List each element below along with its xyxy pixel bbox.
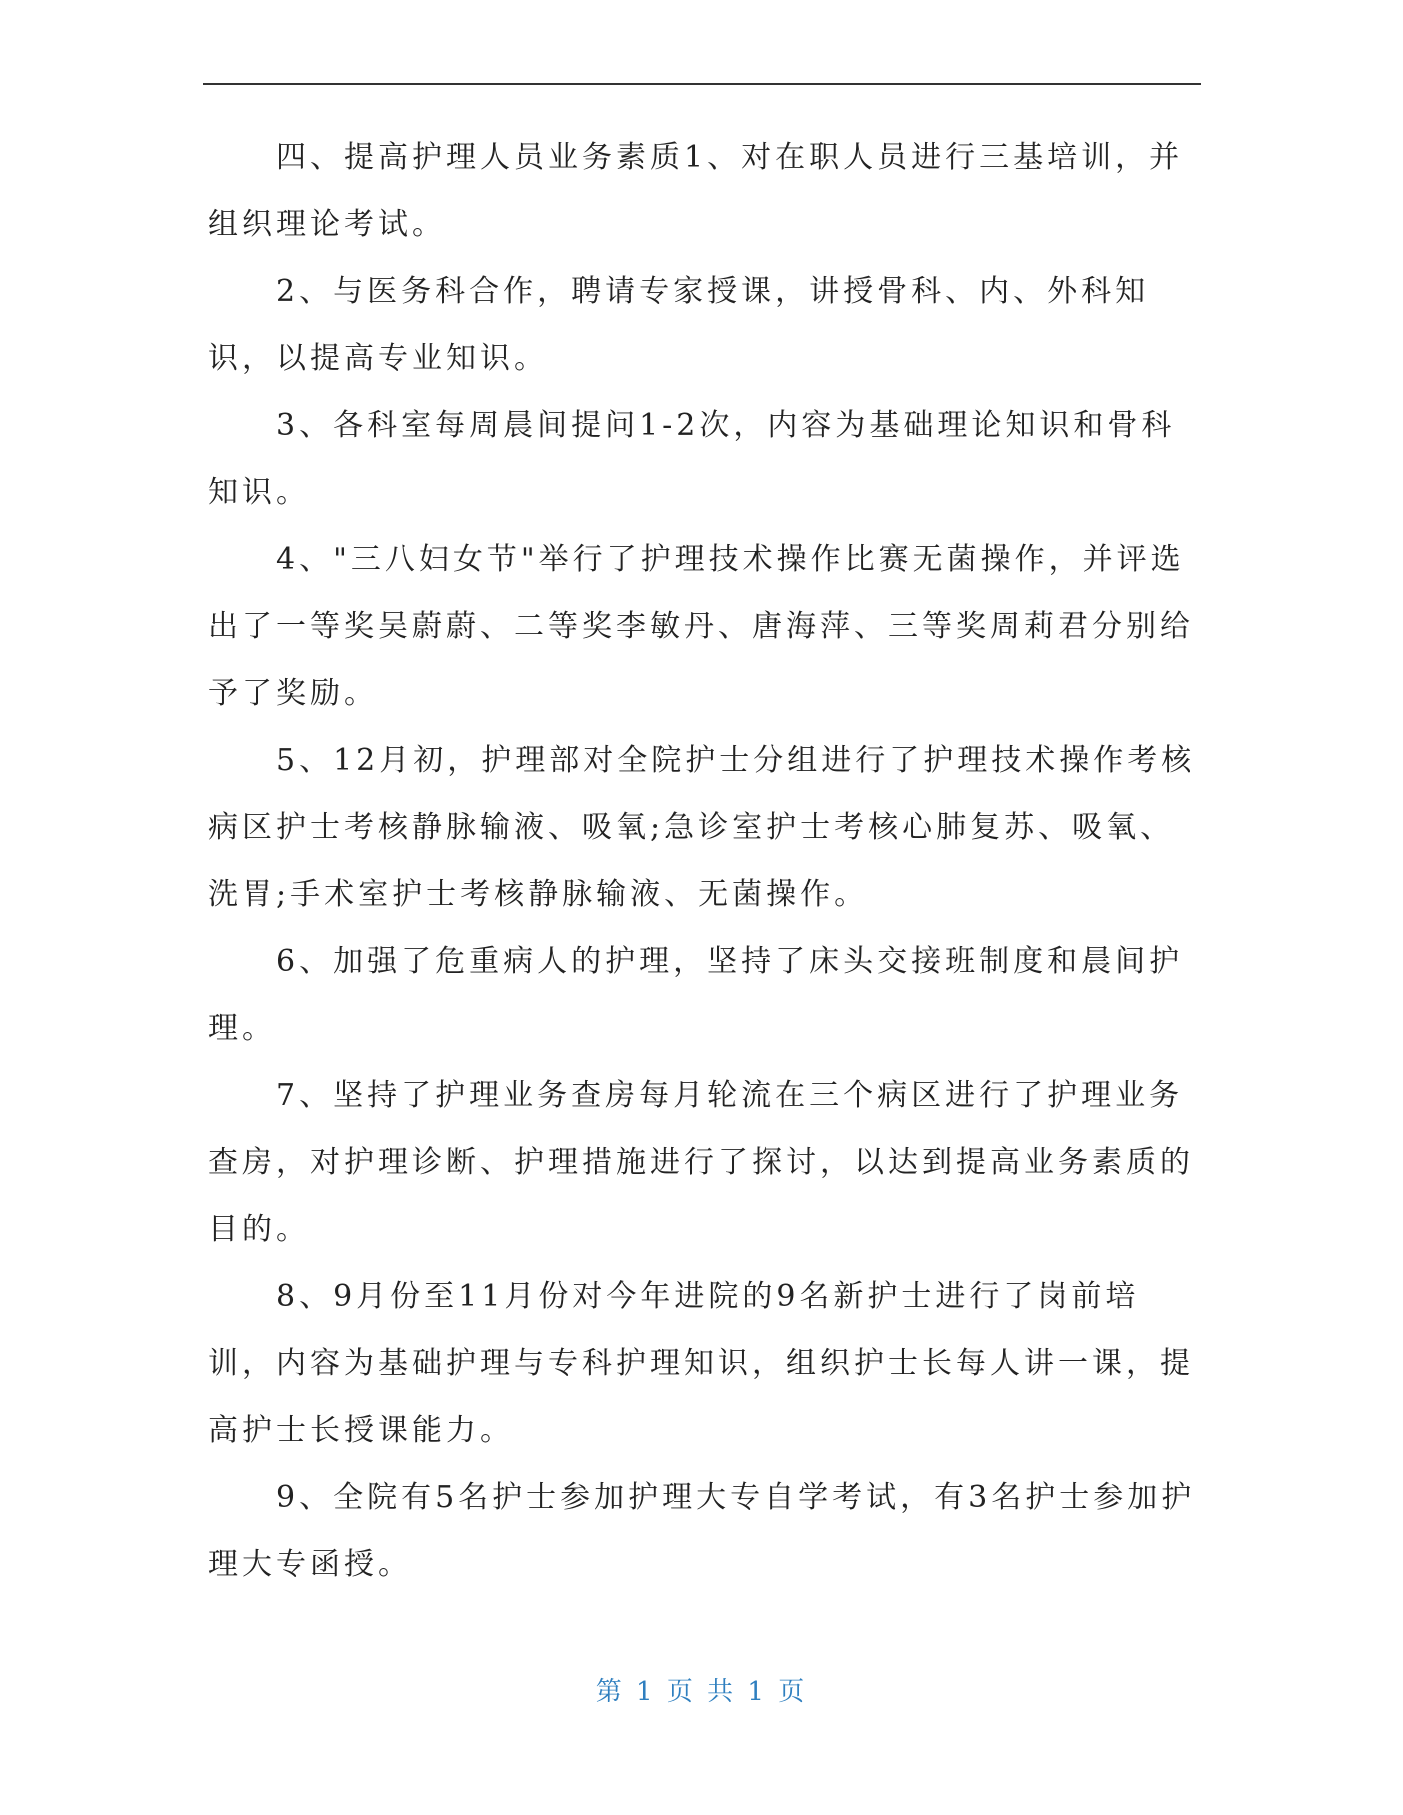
paragraph-3: 3、各科室每周晨间提问1-2次，内容为基础理论知识和骨科知识。 (208, 408, 1176, 510)
page-number: 第 1 页 共 1 页 (595, 1677, 808, 1707)
paragraph-9: 9、全院有5名护士参加护理大专自学考试，有3名护士参加护理大专函授。 (208, 1480, 1196, 1582)
paragraph-6: 6、加强了危重病人的护理，坚持了床头交接班制度和晨间护理。 (208, 944, 1184, 1046)
document-body (208, 124, 1198, 1598)
paragraph-2: 2、与医务科合作，聘请专家授课，讲授骨科、内、外科知识，以提高专业知识。 (208, 274, 1150, 376)
paragraph-8: 8、9月份至11月份对今年进院的9名新护士进行了岗前培训，内容为基础护理与专科护理知识，组织护士长每人讲一课，提高护士长授课能力。 (208, 1279, 1194, 1448)
header-rule (203, 83, 1201, 85)
paragraph-7: 7、坚持了护理业务查房每月轮流在三个病区进行了护理业务查房，对护理诊断、护理措施进行了探讨，以达到提高业务素质的目的。 (208, 1078, 1194, 1247)
paragraph-4: 4、"三八妇女节"举行了护理技术操作比赛无菌操作，并评选出了一等奖吴蔚蔚、二等奖李敏丹、唐海萍、三等奖周莉君分别给予了奖励。 (208, 542, 1194, 711)
paragraph-1: 四、提高护理人员业务素质1、对在职人员进行三基培训，并组织理论考试。 (208, 140, 1184, 242)
paragraph-5: 5、12月初，护理部对全院护士分组进行了护理技术操作考核病区护士考核静脉输液、吸氧;急诊室护士考核心肺复苏、吸氧、洗胃;手术室护士考核静脉输液、无菌操作。 (208, 743, 1196, 912)
